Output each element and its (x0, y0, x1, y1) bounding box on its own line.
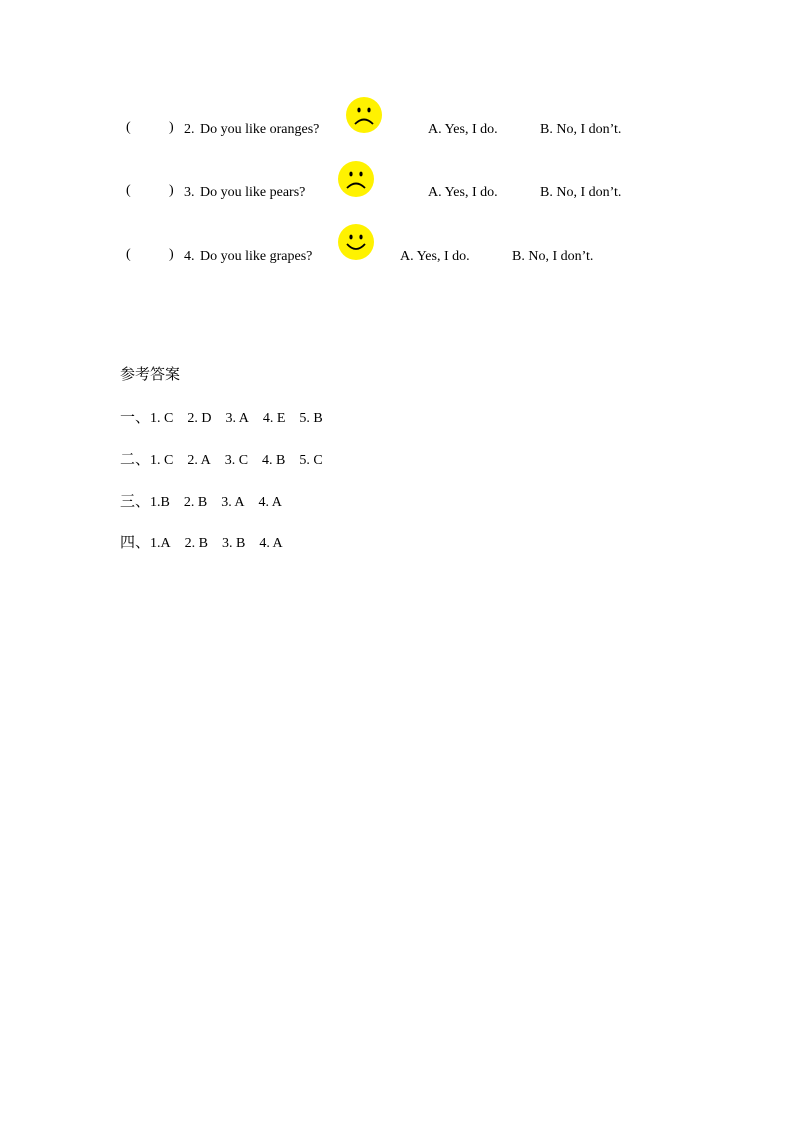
sad-face-icon (337, 160, 375, 198)
answer-item: 4. A (259, 536, 283, 551)
answer-item: 5. C (299, 453, 323, 468)
answer-item: 3. A (225, 411, 249, 426)
answer-paren-open: ( (126, 247, 131, 262)
answer-key-line-4 (120, 533, 297, 553)
question-text: Do you like grapes? (200, 249, 313, 264)
question-row-4 (0, 226, 794, 276)
option-a: A. Yes, I do. (400, 249, 470, 264)
answer-paren-open: ( (126, 183, 131, 198)
answer-paren-close: ) (169, 183, 174, 198)
answer-item: 1.B (150, 495, 170, 510)
answer-item: 4. A (258, 495, 282, 510)
question-row-3 (0, 163, 794, 213)
happy-face-icon (337, 223, 375, 261)
section-label: 三、 (120, 492, 151, 510)
answer-item: 2. B (183, 495, 208, 510)
answer-paren-close: ) (169, 120, 174, 135)
section-label: 一、 (120, 408, 151, 426)
answer-key-line-2 (120, 450, 337, 470)
answer-item: 4. E (262, 411, 286, 426)
answer-item: 2. A (187, 453, 211, 468)
answer-item: 3. A (221, 495, 245, 510)
question-row-2 (0, 100, 794, 150)
answer-key-title: 参考答案 (120, 365, 181, 383)
sad-face-icon (345, 96, 383, 134)
answer-item: 2. D (187, 411, 212, 426)
answer-key-line-1 (120, 408, 337, 428)
question-text: Do you like oranges? (200, 122, 320, 137)
section-label: 四、 (120, 533, 151, 551)
option-a: A. Yes, I do. (428, 122, 498, 137)
option-a: A. Yes, I do. (428, 185, 498, 200)
option-b: B. No, I don’t. (540, 122, 622, 137)
answer-item: 3. B (221, 536, 246, 551)
answer-item: 1. C (150, 453, 174, 468)
answer-key-line-3 (120, 492, 296, 512)
answer-paren-close: ) (169, 247, 174, 262)
question-number: 4. (184, 249, 195, 264)
answer-item: 4. B (262, 453, 286, 468)
answer-item: 5. B (299, 411, 323, 426)
answer-item: 3. C (224, 453, 249, 468)
answer-item: 1.A (150, 536, 171, 551)
question-number: 3. (184, 185, 195, 200)
question-text: Do you like pears? (200, 185, 306, 200)
answer-paren-open: ( (126, 120, 131, 135)
option-b: B. No, I don’t. (512, 249, 594, 264)
answer-item: 2. B (184, 536, 208, 551)
section-label: 二、 (120, 450, 151, 468)
answer-item: 1. C (150, 411, 174, 426)
question-number: 2. (184, 122, 195, 137)
option-b: B. No, I don’t. (540, 185, 622, 200)
